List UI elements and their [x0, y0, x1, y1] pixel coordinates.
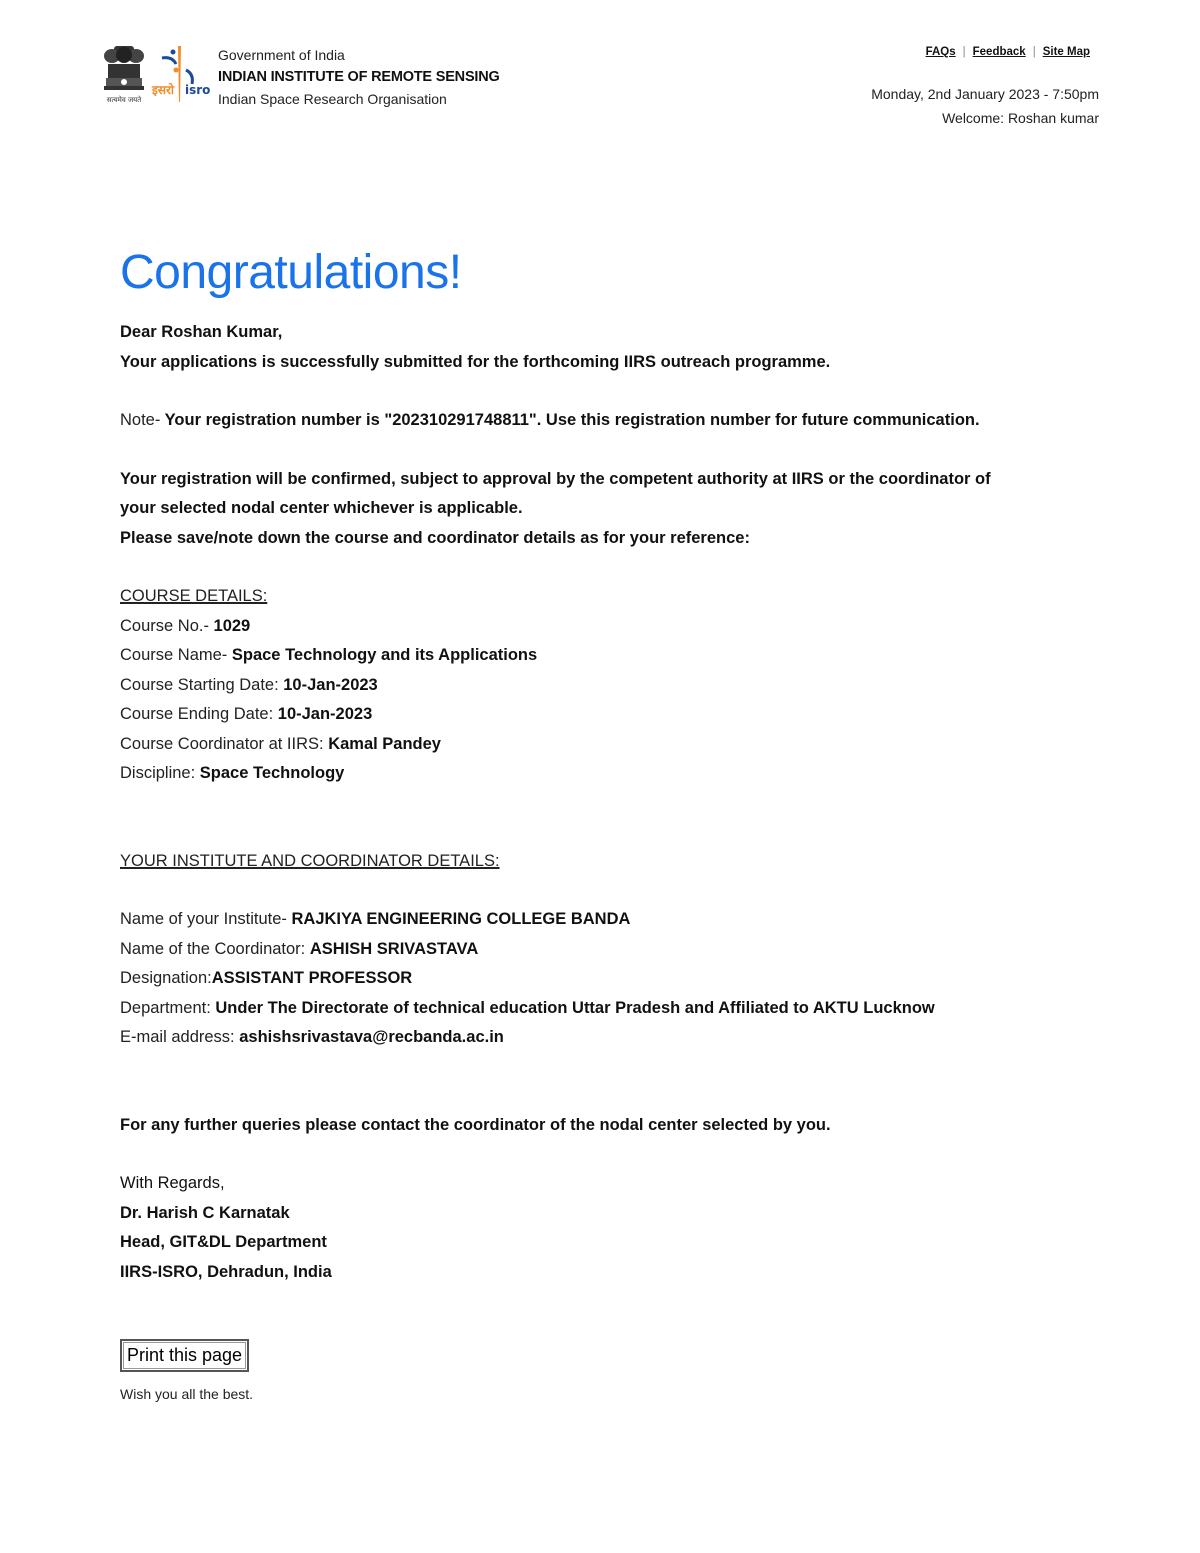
- org-name: Indian Space Research Organisation: [218, 91, 447, 107]
- svg-text:सत्यमेव जयते: सत्यमेव जयते: [106, 96, 142, 104]
- institute-name-row: Name of your Institute- RAJKIYA ENGINEERING COLLEGE BANDA: [120, 910, 631, 928]
- institute-details-heading: YOUR INSTITUTE AND COORDINATOR DETAILS:: [120, 851, 500, 870]
- institute-name-value: RAJKIYA ENGINEERING COLLEGE BANDA: [291, 910, 631, 928]
- discipline: Space Technology: [199, 764, 345, 782]
- course-coordinator: Kamal Pandey: [328, 734, 441, 753]
- course-number-row: Course No.- 1029: [120, 616, 251, 635]
- main-content: [120, 240, 1100, 1402]
- submitted-message: Your applications is successfully submitted for the forthcoming IIRS outreach programme.: [120, 352, 831, 371]
- svg-text:isro: isro: [185, 83, 211, 97]
- national-emblem-icon: [100, 42, 148, 108]
- institute-name: INDIAN INSTITUTE OF REMOTE SENSING: [218, 69, 500, 85]
- queries-note: For any further queries please contact the coordinator of the nodal center selected by you.: [120, 1115, 831, 1134]
- current-datetime: Monday, 2nd January 2023 - 7:50pm: [871, 86, 1099, 102]
- email-row: E-mail address: ashishsrivastava@recbanda.ac.in: [120, 1028, 504, 1046]
- course-start-row: Course Starting Date: 10-Jan-2023: [120, 675, 378, 694]
- page-title: Congratulations!: [120, 246, 462, 299]
- date-welcome-block: [871, 82, 1099, 130]
- registration-note: [120, 406, 1100, 436]
- course-details-heading: COURSE DETAILS:: [120, 587, 268, 605]
- welcome-user: Welcome: Roshan kumar: [942, 110, 1099, 126]
- course-start-date: 10-Jan-2023: [283, 675, 378, 694]
- discipline-row: Discipline: Space Technology: [120, 764, 345, 782]
- coordinator-name-row: Name of the Coordinator: ASHISH SRIVASTAVA: [120, 939, 479, 958]
- course-name: Space Technology and its Applications: [231, 646, 538, 664]
- course-number: 1029: [213, 616, 251, 635]
- svg-text:इसरो: इसरो: [152, 83, 175, 97]
- feedback-link[interactable]: Feedback: [972, 46, 1026, 58]
- sitemap-link[interactable]: Site Map: [1042, 46, 1090, 58]
- confirmation-line-1: Your registration will be confirmed, subject to approval by the competent authority at IIRS or the coordinator of: [120, 469, 991, 488]
- print-button[interactable]: Print this page: [120, 1339, 249, 1372]
- department: Under The Directorate of technical education Uttar Pradesh and Affiliated to AKTU Lucknow: [215, 998, 935, 1017]
- coordinator-email: ashishsrivastava@recbanda.ac.in: [239, 1028, 504, 1046]
- link-separator: |: [1032, 46, 1036, 58]
- regards: With Regards,: [120, 1174, 225, 1192]
- department-row: Department: Under The Directorate of technical education Uttar Pradesh and Affiliated to AKTU Lucknow: [120, 998, 935, 1017]
- signer-title: Head, GIT&DL Department: [120, 1233, 327, 1251]
- page-header: [0, 0, 1200, 140]
- isro-logo-icon: [150, 44, 214, 108]
- course-end-row: Course Ending Date: 10-Jan-2023: [120, 705, 373, 723]
- course-end-date: 10-Jan-2023: [277, 705, 373, 723]
- course-name-row: Course Name- Space Technology and its Applications: [120, 646, 538, 664]
- signer-org: IIRS-ISRO, Dehradun, India: [120, 1262, 332, 1281]
- note-label: Note-: [120, 411, 161, 429]
- faqs-link[interactable]: FAQs: [925, 46, 956, 58]
- designation: ASSISTANT PROFESSOR: [211, 969, 413, 987]
- confirmation-line-2: your selected nodal center whichever is applicable.: [120, 499, 523, 517]
- link-separator: |: [962, 46, 966, 58]
- top-links: [926, 46, 1090, 58]
- greeting: Dear Roshan Kumar,: [120, 323, 283, 341]
- course-coordinator-row: Course Coordinator at IIRS: Kamal Pandey: [120, 734, 441, 753]
- gov-label: Government of India: [218, 47, 345, 63]
- closing-wish: Wish you all the best.: [120, 1386, 254, 1402]
- designation-row: Designation:ASSISTANT PROFESSOR: [120, 969, 413, 987]
- registration-number-text: Your registration number is "202310291748811". Use this registration number for future communication.: [160, 411, 980, 429]
- save-note: Please save/note down the course and coordinator details as for your reference:: [120, 528, 750, 547]
- coordinator-name: ASHISH SRIVASTAVA: [309, 939, 479, 958]
- org-title-block: [218, 44, 500, 110]
- signer-name: Dr. Harish C Karnatak: [120, 1203, 290, 1222]
